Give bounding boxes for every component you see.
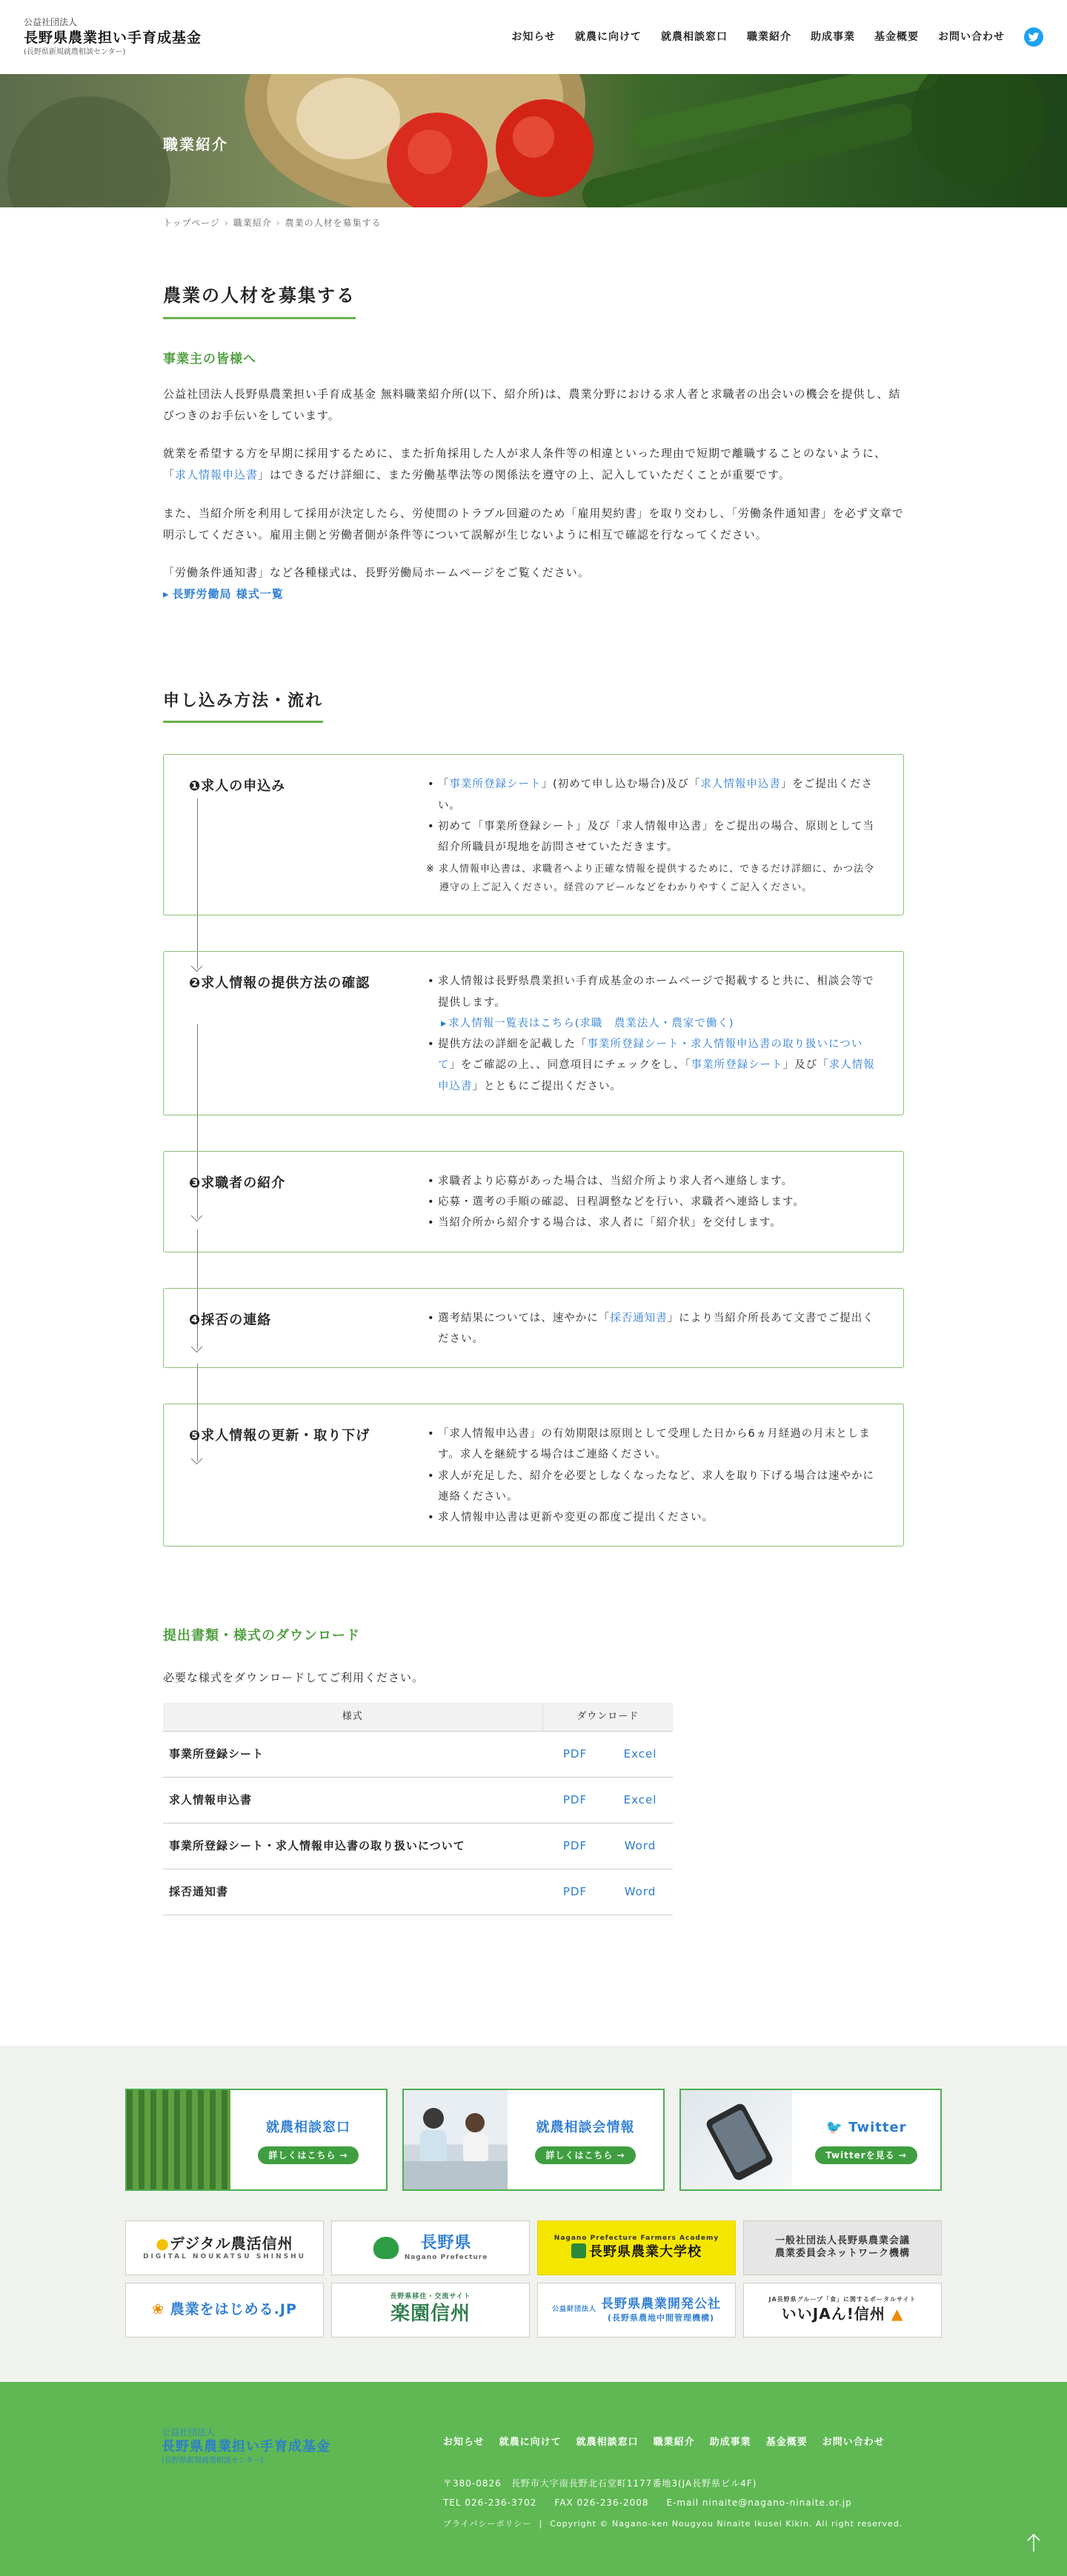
word-link[interactable]: Word <box>624 1884 657 1898</box>
ii-jaan-shinshu-banner[interactable]: JA長野県グループ「食」に関するポータルサイト いいJAん!信州 ▲ <box>743 2283 942 2338</box>
step-4-title: ❹採否の連絡 <box>189 1312 272 1328</box>
nav-job-intro[interactable]: 職業紹介 <box>747 30 791 43</box>
step-5-item: • 「求人情報申込書」の有効期限は原則として受理した日から6ヵ月経過の月末とします。求人を継続する場合はご連絡ください。 <box>426 1424 878 1466</box>
application-flow <box>163 754 904 1546</box>
col-header-form: 様式 <box>163 1703 542 1731</box>
step-1-note: ※ 求人情報申込書は、求職者へより正確な情報を提供するために、できるだけ詳細に、かつ法令遵守の上ご記入ください。経営のアピールなどをわかりやすくご記入ください。 <box>426 863 875 893</box>
pdf-link[interactable]: PDF <box>562 1792 588 1806</box>
office-registration-link[interactable]: 事業所登録シート <box>691 1059 783 1072</box>
nav-fund-overview[interactable]: 基金概要 <box>874 30 919 43</box>
global-nav <box>511 27 1043 47</box>
banner-area <box>0 2046 1067 2382</box>
step-5-title: ❺求人情報の更新・取り下げ <box>189 1428 370 1444</box>
pdf-link[interactable]: PDF <box>562 1838 588 1852</box>
step-3-item: • 求職者より応募があった場合は、当紹介所より求人者へ連絡します。 <box>426 1171 878 1192</box>
footer-fax: FAX 026-236-2008 <box>554 2497 649 2509</box>
nav-consult-desk[interactable]: 就農相談窓口 <box>661 30 728 43</box>
details-button[interactable]: 詳しくはこちら → <box>535 2146 635 2164</box>
academy-emblem-icon <box>571 2243 586 2258</box>
details-button[interactable]: 詳しくはこちら → <box>258 2146 358 2164</box>
step-2-item: • 求人情報は長野県農業担い手育成基金のホームページで掲載すると共に、相談会等で提供します。 <box>426 971 878 1013</box>
excel-link[interactable]: Excel <box>623 1746 657 1761</box>
consult-event-banner[interactable]: 就農相談会情報 詳しくはこちら → <box>402 2089 665 2191</box>
smartphone-image <box>681 2090 792 2189</box>
site-footer <box>0 2382 1067 2576</box>
step-4-item: • 選考結果については、速やかに「採否通知書」により当紹介所長あて文書でご提出ください。 <box>426 1308 878 1350</box>
twitter-icon[interactable] <box>1024 27 1043 47</box>
twitter-bird-icon: 🐦 <box>825 2119 843 2135</box>
step-3-item: • 当紹介所から紹介する場合は、求人者に「紹介状」を交付します。 <box>426 1212 878 1233</box>
prefecture-logo-icon <box>373 2237 399 2259</box>
flow-step-4 <box>163 1288 904 1369</box>
job-application-form-link[interactable]: 求人情報申込書 <box>175 468 259 482</box>
seedlings-image <box>127 2090 230 2189</box>
table-row <box>163 1777 673 1823</box>
footer-nav-contact[interactable]: お問い合わせ <box>822 2436 885 2448</box>
agri-development-banner[interactable]: 公益財団法人 長野県農業開発公社 (長野県農地中間管理機構) <box>537 2283 736 2338</box>
logo-org: 公益社団法人 <box>24 17 78 28</box>
form-name: 事業所登録シート・求人情報申込書の取り扱いについて <box>163 1823 542 1869</box>
copyright: Copyright © Nagano-ken Nougyou Ninaite Ikusei Kikin. All right reserved. <box>550 2518 903 2529</box>
footer-nav-toward-farming[interactable]: 就農に向けて <box>499 2436 562 2448</box>
form-name: 求人情報申込書 <box>163 1777 542 1823</box>
col-header-download: ダウンロード <box>542 1703 673 1731</box>
intro-paragraph-1: 公益社団法人長野県農業担い手育成基金 無料職業紹介所(以下、紹介所)は、農業分野における求人者と求職者の出会いの機会を提供し、結びつきのお手伝いをしています。 <box>163 387 901 422</box>
twitter-banner[interactable]: 🐦 Twitter Twitterを見る → <box>679 2089 942 2191</box>
digital-noukatsu-banner[interactable]: ●デジタル農活信州 DIGITAL NOUKATSU SHINSHU <box>125 2220 324 2275</box>
footer-email[interactable]: E-mail ninaite@nagano-ninaite.or.jp <box>666 2497 852 2509</box>
office-registration-link[interactable]: 事業所登録シート <box>449 778 542 791</box>
form-name: 採否通知書 <box>163 1869 542 1915</box>
meeting-image <box>404 2090 508 2189</box>
site-header <box>0 0 1067 74</box>
step-1-item: • 初めて「事業所登録シート」及び「求人情報申込書」をご提出の場合、原則として当紹介所職員が現地を訪問させていただきます。 <box>426 816 878 858</box>
job-form-link[interactable]: 求人情報申込書 <box>438 1059 875 1092</box>
hero-vegetables-image <box>0 74 1067 207</box>
logo-sub: (長野県新規就農相談センター) <box>24 47 126 56</box>
footer-nav-consult-desk[interactable]: 就農相談窓口 <box>576 2436 639 2448</box>
nav-toward-farming[interactable]: 就農に向けて <box>575 30 642 43</box>
logo-name: 長野県農業担い手育成基金 <box>24 29 202 46</box>
footer-bottom: プライバシーポリシー | Copyright © Nagano-ken Nougyou Ninaite Ikusei Kikin. All right reserved. <box>443 2518 903 2529</box>
consult-desk-banner[interactable]: 就農相談窓口 詳しくはこちら → <box>125 2089 388 2191</box>
hero-banner <box>0 74 1067 207</box>
intro-paragraph-2: 就業を希望する方を早期に採用するために、また折角採用した人が求人条件等の相違といった理由で短期で離職することのないように、「求人情報申込書」はできるだけ詳細に、また労働基準法等の関係法を遵守の上、記入していただくことが重要です。 <box>163 447 887 482</box>
footer-address: 〒380-0826 長野市大字南長野北石堂町1177番地3(JA長野県ビル4F) <box>443 2477 757 2489</box>
acceptance-notice-link[interactable]: 採否通知書 <box>610 1312 668 1324</box>
flow-step-1 <box>163 754 904 915</box>
twitter-view-button[interactable]: Twitterを見る → <box>815 2146 917 2164</box>
job-list-link[interactable]: ▸ 求人情報一覧表はこちら(求職 農業法人・農家で働く) <box>441 1018 734 1030</box>
step-5-item: • 求人情報申込書は更新や変更の都度ご提出ください。 <box>426 1507 878 1528</box>
step-2-item: • 提供方法の詳細を記載した「事業所登録シート・求人情報申込書の取り扱いについて」をご確認の上、、同意項目にチェックをし、「事業所登録シート」及び「求人情報申込書」とともにご提出ください。 <box>426 1034 878 1097</box>
step-2-title: ❷求人情報の提供方法の確認 <box>189 975 370 992</box>
step-1-item: • 「事業所登録シート」(初めて申し込む場合)及び「求人情報申込書」をご提出ください。 <box>426 774 878 816</box>
excel-link[interactable]: Excel <box>623 1792 657 1806</box>
site-logo[interactable] <box>24 17 202 56</box>
flow-step-2 <box>163 951 904 1115</box>
job-form-link[interactable]: 求人情報申込書 <box>700 778 781 791</box>
employers-heading: 事業主の皆様へ <box>163 352 256 367</box>
leaf-icon: ● <box>156 2234 170 2252</box>
footer-logo[interactable]: 公益社団法人 長野県農業担い手育成基金 (長野県新規就農相談センター) <box>162 2426 330 2466</box>
handling-guide-link[interactable]: 事業所登録シート・求人情報申込書の取り扱いについて <box>438 1038 863 1072</box>
footer-tel: TEL 026-236-3702 <box>443 2497 537 2509</box>
sprout-icon: ❀ <box>152 2301 165 2318</box>
word-link[interactable]: Word <box>624 1838 657 1852</box>
nav-news[interactable]: お知らせ <box>511 30 556 43</box>
intro-paragraph-3: また、当紹介所を利用して採用が決定したら、労使間のトラブル回避のため「雇用契約書」を取り交わし、「労働条件通知書」を必ず文章で明示してください。雇用主側と労働者側が条件等について誤解が生じないように相互で確認を行なってください。 <box>163 506 904 541</box>
nav-subsidy[interactable]: 助成事業 <box>811 30 855 43</box>
arrow-up-icon[interactable] <box>1023 2532 1045 2554</box>
nav-contact[interactable]: お問い合わせ <box>938 30 1005 43</box>
footer-nav <box>443 2434 885 2452</box>
table-row <box>163 1823 673 1869</box>
download-table <box>163 1703 673 1915</box>
flow-step-3 <box>163 1151 904 1252</box>
start-farming-jp-banner[interactable]: ❀ 農業をはじめる.JP <box>125 2283 324 2338</box>
rakuen-shinshu-banner[interactable]: 長野県移住・交流サイト 楽園信州 <box>331 2283 530 2338</box>
download-text: 必要な様式をダウンロードしてご利用ください。 <box>163 1670 425 1684</box>
table-row <box>163 1869 673 1915</box>
page-title: 農業の人材を募集する <box>163 279 356 320</box>
footer-contact-info <box>443 2474 852 2513</box>
hero-title: 職業紹介 <box>163 136 228 153</box>
agri-council-banner[interactable]: 一般社団法人長野県農業会議 農業委員会ネットワーク機構 <box>743 2220 942 2275</box>
pdf-link[interactable]: PDF <box>562 1884 588 1898</box>
breadcrumb-job-intro[interactable]: 職業紹介 <box>233 218 272 228</box>
farm-academy-banner[interactable]: Nagano Prefecture Farmers Academy 長野県農業大学校 <box>537 2220 736 2275</box>
footer-nav-fund-overview[interactable]: 基金概要 <box>765 2436 808 2448</box>
breadcrumb-current: 農業の人材を募集する <box>285 218 382 228</box>
intro-paragraph-4: 「労働条件通知書」など各種様式は、長野労働局ホームページをご覧ください。 ▸ 長野労働局 様式一覧 <box>163 562 904 606</box>
labor-bureau-forms-link[interactable]: ▸ 長野労働局 様式一覧 <box>163 587 284 601</box>
step-5-item: • 求人が充足した、紹介を必要としなくなったなど、求人を取り下げる場合は速やかに連絡ください。 <box>426 1466 878 1508</box>
form-name: 事業所登録シート <box>163 1731 542 1777</box>
main-content <box>163 232 904 1915</box>
mountain-icon: ▲ <box>891 2304 904 2323</box>
step-1-title: ❶求人の申込み <box>189 778 286 795</box>
step-3-item: • 応募・選考の手順の確認、日程調整などを行い、求職者へ連絡します。 <box>426 1192 878 1212</box>
flow-section-title: 申し込み方法・流れ <box>163 686 323 724</box>
table-row <box>163 1731 673 1777</box>
flow-step-5 <box>163 1404 904 1546</box>
privacy-policy-link[interactable]: プライバシーポリシー <box>443 2518 532 2529</box>
footer-nav-news[interactable]: お知らせ <box>443 2436 485 2448</box>
step-3-title: ❸求職者の紹介 <box>189 1175 286 1191</box>
nagano-pref-banner[interactable]: 長野県 Nagano Prefecture <box>331 2220 530 2275</box>
breadcrumb: トップページ › 職業紹介 › 農業の人材を募集する <box>163 218 382 228</box>
breadcrumb-top[interactable]: トップページ <box>163 218 220 228</box>
pdf-link[interactable]: PDF <box>562 1746 588 1761</box>
footer-nav-job-intro[interactable]: 職業紹介 <box>653 2436 695 2448</box>
download-heading: 提出書類・様式のダウンロード <box>163 1628 360 1644</box>
footer-nav-subsidy[interactable]: 助成事業 <box>709 2436 751 2448</box>
